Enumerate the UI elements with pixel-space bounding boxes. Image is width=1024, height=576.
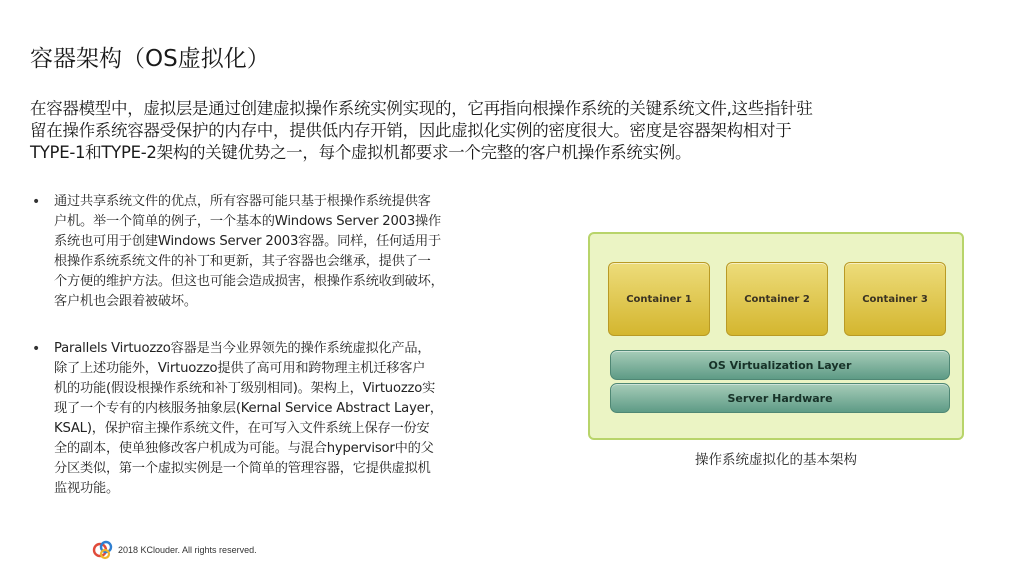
diagram-caption: 操作系统虚拟化的基本架构	[695, 452, 857, 468]
copyright-text: 2018 KClouder. All rights reserved.	[118, 545, 257, 555]
bullet-item-virtuozzo	[32, 339, 562, 500]
intro-line: 在容器模型中，虚拟层是通过创建虚拟操作系统实例实现的，它再指向根操作系统的关键系统文件,这些指针驻	[30, 99, 813, 118]
bullet-line: 机的功能(假设根操作系统和补丁级别相同)。架构上，Virtuozzo实	[54, 380, 436, 396]
bullet-line: 现了一个专有的内核服务抽象层(Kernal Service Abstract Layer，	[54, 400, 443, 416]
intro-line: 留在操作系统容器受保护的内存中，提供低内存开销，因此虚拟化实例的密度很大。密度是容器架构相对于	[30, 121, 792, 140]
bullet-line: 监视功能。	[54, 481, 119, 497]
bullet-line: 户机。举一个简单的例子，一个基本的Windows Server 2003操作	[54, 214, 442, 230]
bullet-line: KSAL)，保护宿主操作系统文件，在可写入文件系统上保存一份安	[54, 420, 430, 436]
bullet-dot-icon: •	[32, 194, 41, 210]
bullet-line: 个方便的维护方法。但这也可能会造成损害，根操作系统收到破坏，	[54, 274, 444, 290]
bullet-list	[32, 192, 562, 499]
bullet-line: 客户机也会跟着被破坏。	[54, 294, 197, 310]
container-box-2: Container 2	[726, 262, 828, 336]
bullet-line: 除了上述功能外，Virtuozzo提供了高可用和跨物理主机迁移客户	[54, 360, 426, 376]
kclouder-logo-icon	[92, 539, 114, 561]
bullet-line: 全的副本，使单独修改客户机成为可能。与混合hypervisor中的父	[54, 441, 434, 457]
intro-paragraph	[30, 98, 990, 164]
bullet-line: Parallels Virtuozzo容器是当今业界领先的操作系统虚拟化产品，	[54, 340, 431, 356]
container-box-3: Container 3	[844, 262, 946, 336]
bullet-item-shared-files	[32, 192, 562, 313]
architecture-diagram	[588, 232, 964, 440]
container-box-1: Container 1	[608, 262, 710, 336]
bullet-line: 根操作系统系统文件的补丁和更新，其子容器也会继承，提供了一	[54, 254, 431, 270]
server-hardware-layer: Server Hardware	[610, 383, 950, 413]
page-title: 容器架构（OS虚拟化）	[30, 46, 270, 72]
bullet-line: 通过共享系统文件的优点，所有容器可能只基于根操作系统提供客	[54, 194, 431, 209]
bullet-line: 分区类似，第一个虚拟实例是一个简单的管理容器，它提供虚拟机	[54, 461, 431, 477]
os-virtualization-layer: OS Virtualization Layer	[610, 350, 950, 380]
footer	[92, 538, 257, 562]
bullet-dot-icon: •	[32, 340, 41, 357]
intro-line: TYPE-1和TYPE-2架构的关键优势之一，每个虚拟机都要求一个完整的客户机操作系统实例。	[30, 143, 692, 162]
bullet-line: 系统也可用于创建Windows Server 2003容器。同样，任何适用于	[54, 234, 442, 250]
